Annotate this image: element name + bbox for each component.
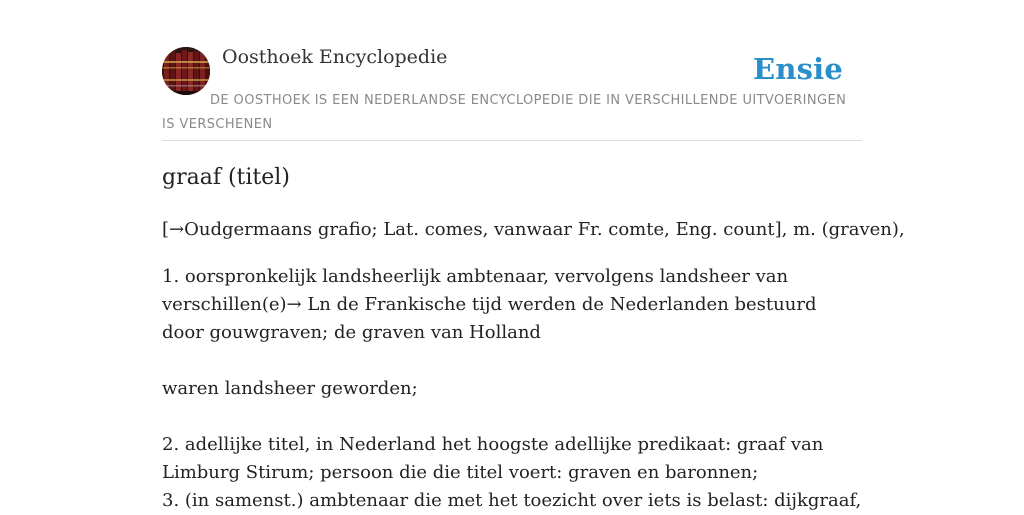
article-etymology: [→Oudgermaans grafio; Lat. comes, vanwaar Fr. comte, Eng. count], m. (graven),	[162, 219, 905, 240]
encyclopedia-books-icon	[162, 47, 210, 95]
definition-paragraph-1: 1. oorspronkelijk landsheerlijk ambtenaar, vervolgens landsheer van verschillen(e)→ Ln de Frankische tijd werden de Nederlanden bestuurd door gouwgraven; de graven van Holland	[162, 266, 817, 343]
page-container	[162, 0, 905, 511]
site-avatar[interactable]	[162, 47, 210, 95]
paragraph-spacer	[162, 347, 862, 375]
site-header	[162, 0, 862, 141]
article-title: graaf (titel)	[162, 165, 290, 190]
paragraph-spacer	[162, 403, 862, 431]
article-body	[162, 263, 862, 515]
definition-paragraph-3: 3. (in samenst.) ambtenaar die met het toezicht over iets is belast: dijkgraaf,	[162, 490, 862, 511]
site-tagline: DE OOSTHOEK IS EEN NEDERLANDSE ENCYCLOPEDIE DIE IN VERSCHILLENDE UITVOERINGEN IS VERSCHENEN	[162, 93, 847, 132]
site-title-link[interactable]: Oosthoek Encyclopedie	[222, 46, 448, 68]
definition-paragraph-1-continued: waren landsheer geworden;	[162, 378, 418, 399]
definition-paragraph-2: 2. adellijke titel, in Nederland het hoogste adellijke predikaat: graaf van Limburg Stirum; persoon die die titel voert: graven en baronnen;	[162, 434, 824, 483]
ensie-logo[interactable]: Ensie	[753, 52, 843, 86]
